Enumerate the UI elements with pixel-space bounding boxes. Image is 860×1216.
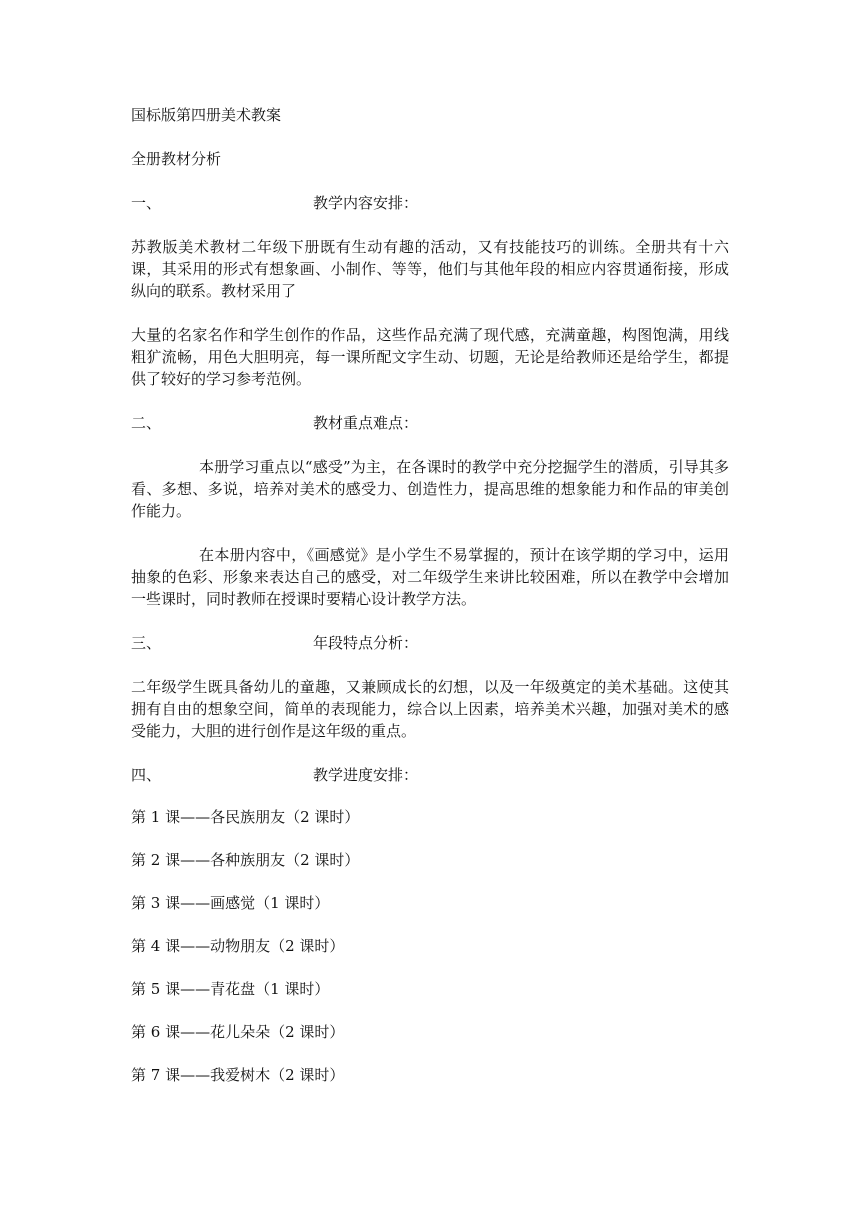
paragraph-materials: 大量的名家名作和学生创作的作品，这些作品充满了现代感，充满童趣，构图饱满，用线粗犷流畅，用色大胆明亮，每一课所配文字生动、切题，无论是给教师还是给学生，都提供了较好的学习参考范例。: [131, 326, 729, 388]
section-number: 四、: [131, 766, 162, 784]
lesson-item: 第 7 课——我爱树木（2 课时）: [131, 1066, 345, 1084]
lesson-item: 第 6 课——花儿朵朵（2 课时）: [131, 1023, 345, 1041]
paragraph-difficulties: 在本册内容中，《画感觉》是小学生不易掌握的，预计在该学期的学习中，运用抽象的色彩、形象来表达自己的感受，对二年级学生来讲比较困难，所以在教学中会增加一些课时，同时教师在授课时要精心设计教学方法。: [131, 546, 729, 608]
lesson-item: 第 2 课——各种族朋友（2 课时）: [131, 851, 360, 869]
lesson-item: 第 5 课——青花盘（1 课时）: [131, 980, 330, 998]
section-title: 教学内容安排：: [313, 194, 419, 212]
lesson-item: 第 4 课——动物朋友（2 课时）: [131, 937, 345, 955]
lesson-item: 第 3 课——画感觉（1 课时）: [131, 894, 330, 912]
lesson-item: 第 1 课——各民族朋友（2 课时）: [131, 808, 360, 826]
section-title: 教学进度安排：: [313, 766, 419, 784]
section-number: 三、: [131, 634, 162, 652]
section-title: 教材重点难点：: [313, 414, 419, 432]
document-title: 国标版第四册美术教案: [131, 106, 282, 124]
paragraph-content-overview: 苏教版美术教材二年级下册既有生动有趣的活动，又有技能技巧的训练。全册共有十六课，其采用的形式有想象画、小制作、等等，他们与其他年段的相应内容贯通衔接，形成纵向的联系。教材采用了: [131, 238, 729, 300]
section-number: 一、: [131, 194, 162, 212]
paragraph-key-points: 本册学习重点以“感受”为主，在各课时的教学中充分挖掘学生的潜质，引导其多看、多想、多说，培养对美术的感受力、创造性力，提高思维的想象能力和作品的审美创作能力。: [131, 458, 729, 520]
paragraph-grade-features: 二年级学生既具备幼儿的童趣，又兼顾成长的幻想，以及一年级奠定的美术基础。这使其拥有自由的想象空间，简单的表现能力，综合以上因素，培养美术兴趣，加强对美术的感受能力，大胆的进行创作是这年级的重点。: [131, 678, 729, 740]
section-number: 二、: [131, 414, 162, 432]
section-title: 年段特点分析：: [313, 634, 419, 652]
document-subtitle: 全册教材分析: [131, 150, 222, 168]
